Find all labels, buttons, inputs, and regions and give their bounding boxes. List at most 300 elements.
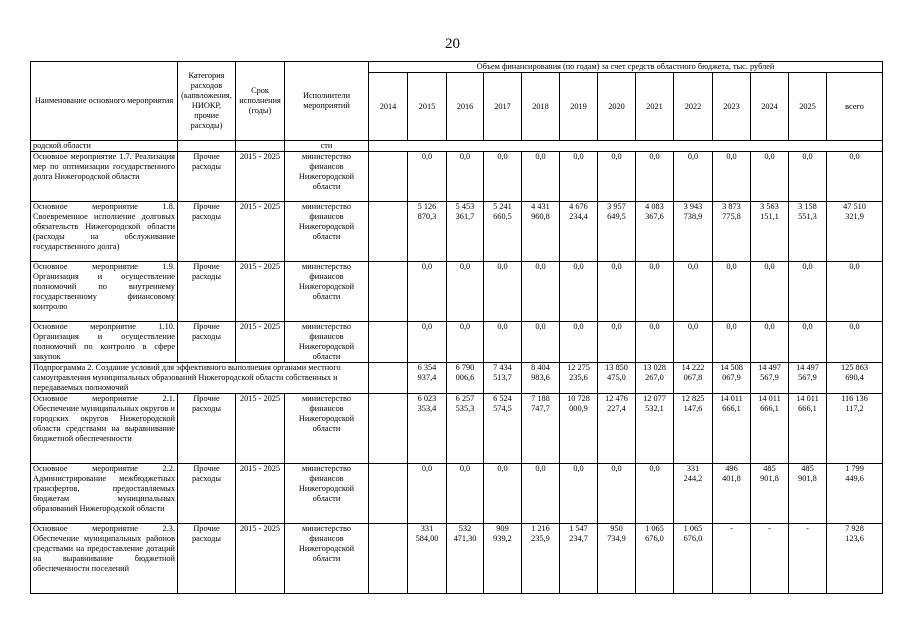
value-line-2: 567,9 bbox=[760, 373, 779, 382]
value-cell bbox=[560, 524, 598, 594]
value-cell bbox=[713, 202, 751, 262]
value-line-1: - bbox=[768, 524, 771, 533]
value-line-1: 0,0 bbox=[459, 322, 471, 331]
value-line-1: 0,0 bbox=[535, 322, 546, 331]
value-cell bbox=[560, 152, 598, 202]
measure-name: Основное мероприятие 1.8. Своевременное исполнение долговых обязательств Нижегородской области (расходы на обслуживание государственного долга) bbox=[31, 202, 178, 262]
value-cell bbox=[484, 322, 522, 363]
value-cell bbox=[636, 363, 674, 394]
header-row-top bbox=[31, 62, 883, 73]
measure-row bbox=[31, 152, 883, 202]
value-cell bbox=[369, 322, 408, 363]
value-line-1: 0,0 bbox=[802, 322, 813, 331]
value-cell bbox=[484, 262, 522, 322]
value-line-1: 0,0 bbox=[573, 152, 584, 161]
value-cell bbox=[789, 262, 827, 322]
value-cell bbox=[560, 394, 598, 464]
value-line-1: 0,0 bbox=[849, 262, 860, 271]
measure-term: 2015 - 2025 bbox=[236, 152, 285, 202]
value-cell bbox=[484, 524, 522, 594]
measure-row bbox=[31, 394, 883, 464]
measure-executor: министерство финансов Нижегородской области bbox=[285, 152, 369, 202]
value-line-2: 361,7 bbox=[455, 212, 475, 221]
value-line-1: 0,0 bbox=[459, 464, 471, 473]
value-line-1: 0,0 bbox=[535, 152, 546, 161]
measure-term: 2015 - 2025 bbox=[236, 464, 285, 524]
value-line-1: 0,0 bbox=[726, 262, 737, 271]
measure-term: 2015 - 2025 bbox=[236, 262, 285, 322]
value-cell bbox=[674, 363, 713, 394]
value-line-1: 331 bbox=[420, 524, 434, 533]
value-line-2: 666,1 bbox=[722, 404, 741, 413]
value-cell bbox=[827, 394, 883, 464]
value-cell bbox=[560, 464, 598, 524]
value-line-2: 901,8 bbox=[760, 474, 779, 483]
value-line-1: 0,0 bbox=[573, 322, 584, 331]
value-line-2: 939,2 bbox=[493, 534, 512, 543]
header-year: 2019 bbox=[560, 73, 598, 141]
value-cell bbox=[789, 464, 827, 524]
measure-name: Основное мероприятие 1.9. Организация и осуществление полномочий по внутреннему государственному финансовому контролю bbox=[31, 262, 178, 322]
value-line-1: 0,0 bbox=[687, 322, 699, 331]
value-line-2: 117,2 bbox=[845, 404, 864, 413]
value-cell bbox=[598, 464, 636, 524]
value-line-1: 14 222 bbox=[681, 363, 705, 372]
measure-category: Прочие расходы bbox=[178, 152, 236, 202]
value-line-1: 331 bbox=[686, 464, 700, 473]
value-line-2: 147,6 bbox=[683, 404, 703, 413]
value-cell bbox=[751, 202, 789, 262]
value-line-1: 0,0 bbox=[764, 262, 775, 271]
value-cell bbox=[447, 322, 484, 363]
value-line-1: 4 431 bbox=[531, 202, 550, 211]
value-line-1: 0,0 bbox=[611, 152, 622, 161]
value-cell bbox=[713, 152, 751, 202]
value-line-1: 6 524 bbox=[493, 394, 512, 403]
value-cell bbox=[827, 262, 883, 322]
value-cell bbox=[636, 524, 674, 594]
value-cell bbox=[447, 464, 484, 524]
value-line-2: 532,1 bbox=[645, 404, 664, 413]
carry-executor: сти bbox=[285, 141, 369, 152]
value-cell bbox=[636, 202, 674, 262]
value-line-2: 401,8 bbox=[722, 474, 741, 483]
value-line-1: 0,0 bbox=[802, 152, 813, 161]
value-cell bbox=[408, 152, 447, 202]
value-line-1: 3 957 bbox=[607, 202, 626, 211]
measure-row bbox=[31, 524, 883, 594]
value-line-1: 1 216 bbox=[531, 524, 550, 533]
header-year: 2016 bbox=[447, 73, 484, 141]
value-line-1: 12 825 bbox=[681, 394, 705, 403]
value-cell bbox=[560, 202, 598, 262]
value-cell bbox=[674, 524, 713, 594]
value-cell bbox=[369, 202, 408, 262]
value-line-1: - bbox=[730, 524, 733, 533]
value-line-1: 3 873 bbox=[722, 202, 741, 211]
value-line-1: 0,0 bbox=[497, 152, 508, 161]
value-line-1: 12 476 bbox=[605, 394, 628, 403]
value-line-2: 471,30 bbox=[453, 534, 477, 543]
value-cell bbox=[598, 322, 636, 363]
value-cell bbox=[408, 363, 447, 394]
value-line-2: 690,4 bbox=[845, 373, 864, 382]
value-cell bbox=[674, 464, 713, 524]
value-cell bbox=[674, 262, 713, 322]
value-line-2: 067,9 bbox=[722, 373, 741, 382]
value-line-1: 485 bbox=[763, 464, 776, 473]
value-line-1: 14 508 bbox=[720, 363, 743, 372]
value-cell bbox=[447, 394, 484, 464]
carry-values bbox=[369, 141, 883, 152]
value-cell bbox=[751, 262, 789, 322]
measure-name: Основное мероприятие 2.2. Администрирование межбюджетных трансфертов, предоставляемых бюджетам муниципальных образований Нижегородской области bbox=[31, 464, 178, 524]
carry-name: родской области bbox=[31, 141, 178, 152]
value-line-1: 6 023 bbox=[417, 394, 437, 403]
measure-category: Прочие расходы bbox=[178, 464, 236, 524]
value-cell bbox=[598, 152, 636, 202]
header-name: Наименование основного мероприятия bbox=[31, 62, 178, 141]
value-cell bbox=[522, 152, 560, 202]
value-line-2: 353,4 bbox=[417, 404, 437, 413]
value-line-1: 0,0 bbox=[649, 464, 660, 473]
value-cell bbox=[484, 202, 522, 262]
value-cell bbox=[713, 464, 751, 524]
value-line-1: 950 bbox=[610, 524, 623, 533]
value-line-1: 14 497 bbox=[758, 363, 781, 372]
value-line-2: 151,1 bbox=[760, 212, 779, 221]
value-line-2: 513,7 bbox=[493, 373, 512, 382]
value-cell bbox=[408, 322, 447, 363]
value-cell bbox=[636, 152, 674, 202]
measure-term: 2015 - 2025 bbox=[236, 394, 285, 464]
value-line-1: 4 676 bbox=[569, 202, 588, 211]
value-cell bbox=[789, 202, 827, 262]
header-year: 2022 bbox=[674, 73, 713, 141]
value-cell bbox=[447, 262, 484, 322]
value-cell bbox=[369, 262, 408, 322]
value-cell bbox=[674, 322, 713, 363]
value-line-1: 5 241 bbox=[493, 202, 512, 211]
measure-name: Основное мероприятие 2.1. Обеспечение муниципальных округов и городских округов Нижегородской области средствами на выравнивание бюджетной обеспеченности bbox=[31, 394, 178, 464]
value-line-1: 12 275 bbox=[567, 363, 590, 372]
value-cell bbox=[827, 464, 883, 524]
value-cell bbox=[674, 202, 713, 262]
value-line-2: 321,9 bbox=[845, 212, 864, 221]
value-line-1: 909 bbox=[496, 524, 509, 533]
value-line-1: 0,0 bbox=[421, 262, 433, 271]
value-line-1: 0,0 bbox=[687, 152, 699, 161]
value-cell bbox=[751, 464, 789, 524]
value-line-1: 496 bbox=[725, 464, 738, 473]
budget-table bbox=[30, 61, 883, 594]
value-line-2: 870,3 bbox=[417, 212, 437, 221]
value-cell bbox=[827, 363, 883, 394]
value-line-1: 125 863 bbox=[841, 363, 868, 372]
value-line-2: 960,8 bbox=[531, 212, 550, 221]
value-cell bbox=[522, 464, 560, 524]
value-cell bbox=[522, 394, 560, 464]
value-line-1: 0,0 bbox=[535, 262, 546, 271]
value-cell bbox=[484, 394, 522, 464]
value-line-2: 006,6 bbox=[455, 373, 475, 382]
header-year: 2021 bbox=[636, 73, 674, 141]
value-cell bbox=[522, 202, 560, 262]
value-cell bbox=[369, 464, 408, 524]
value-line-2: 734,9 bbox=[607, 534, 626, 543]
value-line-1: 0,0 bbox=[649, 322, 660, 331]
value-line-1: 1 547 bbox=[569, 524, 588, 533]
value-line-2: 676,0 bbox=[683, 534, 703, 543]
header-executor: Исполнители мероприятий bbox=[285, 62, 369, 141]
measure-row bbox=[31, 202, 883, 262]
value-line-1: 3 158 bbox=[798, 202, 817, 211]
value-line-1: 0,0 bbox=[849, 322, 860, 331]
page-number: 20 bbox=[445, 36, 460, 52]
header-year: 2025 bbox=[789, 73, 827, 141]
measure-term: 2015 - 2025 bbox=[236, 322, 285, 363]
value-cell bbox=[560, 322, 598, 363]
value-line-2: 676,0 bbox=[645, 534, 664, 543]
measure-category: Прочие расходы bbox=[178, 394, 236, 464]
value-line-1: 0,0 bbox=[573, 262, 584, 271]
value-line-1: 0,0 bbox=[764, 322, 775, 331]
value-line-1: 0,0 bbox=[802, 262, 813, 271]
measure-name: Основное мероприятие 2.3. Обеспечение муниципальных районов средствами на предоставление дотаций на выравнивание бюджетной обеспеченности поселений bbox=[31, 524, 178, 594]
value-cell bbox=[636, 394, 674, 464]
measure-term: 2015 - 2025 bbox=[236, 202, 285, 262]
value-line-2: 244,2 bbox=[683, 474, 703, 483]
value-line-1: 0,0 bbox=[459, 262, 471, 271]
measure-row bbox=[31, 322, 883, 363]
value-line-1: 0,0 bbox=[421, 322, 433, 331]
value-cell bbox=[522, 322, 560, 363]
value-line-1: 3 563 bbox=[760, 202, 779, 211]
value-line-1: 5 126 bbox=[417, 202, 437, 211]
value-line-1: 1 799 bbox=[845, 464, 864, 473]
value-cell bbox=[369, 363, 408, 394]
value-line-1: 0,0 bbox=[497, 262, 508, 271]
value-line-2: 551,3 bbox=[798, 212, 817, 221]
value-line-2: 738,9 bbox=[683, 212, 703, 221]
value-line-1: 14 011 bbox=[720, 394, 743, 403]
value-line-2: 123,6 bbox=[845, 534, 864, 543]
value-line-1: 0,0 bbox=[611, 322, 622, 331]
header-year: 2024 bbox=[751, 73, 789, 141]
carry-category bbox=[178, 141, 236, 152]
value-cell bbox=[484, 464, 522, 524]
value-cell bbox=[827, 322, 883, 363]
value-cell bbox=[369, 152, 408, 202]
value-line-1: 7 928 bbox=[845, 524, 864, 533]
value-line-1: 1 065 bbox=[683, 524, 703, 533]
value-line-1: 14 011 bbox=[758, 394, 781, 403]
value-line-1: 14 011 bbox=[796, 394, 819, 403]
value-line-1: 1 065 bbox=[645, 524, 664, 533]
value-cell bbox=[369, 524, 408, 594]
measure-executor: министерство финансов Нижегородской области bbox=[285, 202, 369, 262]
value-line-2: 234,7 bbox=[569, 534, 588, 543]
header-year: всего bbox=[827, 73, 883, 141]
value-line-1: 4 083 bbox=[645, 202, 664, 211]
value-cell bbox=[674, 394, 713, 464]
value-cell bbox=[636, 464, 674, 524]
value-line-2: 666,1 bbox=[798, 404, 817, 413]
value-cell bbox=[713, 322, 751, 363]
value-cell bbox=[598, 524, 636, 594]
value-line-1: 0,0 bbox=[421, 152, 433, 161]
measure-executor: министерство финансов Нижегородской области bbox=[285, 394, 369, 464]
value-cell bbox=[560, 363, 598, 394]
measure-category: Прочие расходы bbox=[178, 262, 236, 322]
value-line-2: 235,9 bbox=[531, 534, 550, 543]
value-line-1: 47 510 bbox=[843, 202, 866, 211]
value-line-1: 6 257 bbox=[455, 394, 475, 403]
value-cell bbox=[789, 322, 827, 363]
value-line-1: 0,0 bbox=[611, 464, 622, 473]
value-line-1: 10 728 bbox=[567, 394, 590, 403]
value-cell bbox=[674, 152, 713, 202]
value-cell bbox=[827, 524, 883, 594]
value-line-1: 0,0 bbox=[497, 464, 508, 473]
value-line-1: 13 850 bbox=[605, 363, 628, 372]
value-cell bbox=[713, 394, 751, 464]
header-year: 2014 bbox=[369, 73, 408, 141]
value-line-1: 0,0 bbox=[726, 322, 737, 331]
value-line-1: 6 354 bbox=[417, 363, 437, 372]
value-line-1: 116 136 bbox=[841, 394, 868, 403]
measure-term: 2015 - 2025 bbox=[236, 524, 285, 594]
value-cell bbox=[447, 202, 484, 262]
value-line-2: 983,6 bbox=[531, 373, 550, 382]
measure-executor: министерство финансов Нижегородской области bbox=[285, 262, 369, 322]
value-line-2: 901,8 bbox=[798, 474, 817, 483]
value-line-2: 475,0 bbox=[607, 373, 626, 382]
value-cell bbox=[827, 202, 883, 262]
measure-name: Основное мероприятие 1.7. Реализация мер по оптимизации государственного долга Нижегородской области bbox=[31, 152, 178, 202]
value-cell bbox=[447, 524, 484, 594]
value-line-2: 937,4 bbox=[417, 373, 437, 382]
value-line-2: 367,6 bbox=[645, 212, 664, 221]
value-cell bbox=[447, 363, 484, 394]
value-line-1: 0,0 bbox=[573, 464, 584, 473]
value-cell bbox=[598, 394, 636, 464]
value-line-1: 5 453 bbox=[455, 202, 475, 211]
value-cell bbox=[522, 363, 560, 394]
value-line-2: 584,00 bbox=[415, 534, 439, 543]
carry-row bbox=[31, 141, 883, 152]
measure-row bbox=[31, 464, 883, 524]
value-cell bbox=[789, 524, 827, 594]
value-line-2: 775,8 bbox=[722, 212, 741, 221]
subprogram-name: Подпрограмма 2. Создание условий для эффективного выполнения органами местного самоуправления муниципальных образований Нижегородской области собственных и передаваемых полномочий bbox=[31, 363, 369, 394]
value-line-1: 0,0 bbox=[649, 262, 660, 271]
value-line-2: 747,7 bbox=[531, 404, 550, 413]
value-cell bbox=[447, 152, 484, 202]
value-line-1: 0,0 bbox=[611, 262, 622, 271]
value-cell bbox=[484, 363, 522, 394]
value-line-2: 666,1 bbox=[760, 404, 779, 413]
value-line-1: 7 434 bbox=[493, 363, 512, 372]
value-line-1: 0,0 bbox=[764, 152, 775, 161]
value-cell bbox=[522, 524, 560, 594]
value-cell bbox=[408, 394, 447, 464]
value-line-1: 6 790 bbox=[455, 363, 475, 372]
value-cell bbox=[369, 394, 408, 464]
value-line-1: - bbox=[806, 524, 809, 533]
value-line-2: 227,4 bbox=[607, 404, 626, 413]
value-cell bbox=[713, 363, 751, 394]
value-cell bbox=[484, 152, 522, 202]
header-year: 2015 bbox=[408, 73, 447, 141]
value-cell bbox=[713, 524, 751, 594]
value-line-1: 0,0 bbox=[649, 152, 660, 161]
value-line-2: 449,6 bbox=[845, 474, 864, 483]
value-line-2: 267,0 bbox=[645, 373, 664, 382]
value-cell bbox=[751, 394, 789, 464]
value-cell bbox=[751, 322, 789, 363]
value-cell bbox=[789, 394, 827, 464]
measure-name: Основное мероприятие 1.10. Организация и осуществление полномочий по контролю в сфере закупок bbox=[31, 322, 178, 363]
value-line-1: 14 497 bbox=[796, 363, 819, 372]
value-cell bbox=[636, 322, 674, 363]
measure-category: Прочие расходы bbox=[178, 202, 236, 262]
value-line-2: 660,5 bbox=[493, 212, 512, 221]
value-line-1: 0,0 bbox=[687, 262, 699, 271]
measure-category: Прочие расходы bbox=[178, 524, 236, 594]
value-cell bbox=[789, 363, 827, 394]
value-cell bbox=[598, 262, 636, 322]
value-line-1: 8 404 bbox=[531, 363, 550, 372]
value-line-2: 067,8 bbox=[683, 373, 703, 382]
header-category: Категория расходов (капвложения, НИОКР, прочие расходы) bbox=[178, 62, 236, 141]
value-cell bbox=[751, 363, 789, 394]
value-line-1: 0,0 bbox=[849, 152, 860, 161]
value-line-2: 000,9 bbox=[569, 404, 588, 413]
header-funding: Объем финансирования (по годам) за счет средств областного бюджета, тыс. рублей bbox=[369, 62, 883, 73]
value-line-2: 574,5 bbox=[493, 404, 512, 413]
value-line-1: 12 077 bbox=[643, 394, 666, 403]
header-year: 2023 bbox=[713, 73, 751, 141]
value-cell bbox=[827, 152, 883, 202]
value-cell bbox=[789, 152, 827, 202]
value-line-1: 0,0 bbox=[497, 322, 508, 331]
value-cell bbox=[522, 262, 560, 322]
header-year: 2017 bbox=[484, 73, 522, 141]
value-cell bbox=[560, 262, 598, 322]
measure-executor: министерство финансов Нижегородской области bbox=[285, 464, 369, 524]
value-cell bbox=[408, 202, 447, 262]
value-line-2: 235,6 bbox=[569, 373, 588, 382]
value-line-2: 567,9 bbox=[798, 373, 817, 382]
value-cell bbox=[408, 262, 447, 322]
measure-row bbox=[31, 262, 883, 322]
value-line-1: 0,0 bbox=[421, 464, 433, 473]
value-line-1: 485 bbox=[801, 464, 814, 473]
measure-executor: министерство финансов Нижегородской области bbox=[285, 524, 369, 594]
value-cell bbox=[598, 363, 636, 394]
value-line-2: 649,5 bbox=[607, 212, 626, 221]
value-line-1: 3 943 bbox=[683, 202, 703, 211]
value-line-1: 13 028 bbox=[643, 363, 666, 372]
value-line-1: 7 188 bbox=[531, 394, 550, 403]
header-term: Срок исполнения (годы) bbox=[236, 62, 285, 141]
value-line-1: 532 bbox=[458, 524, 472, 533]
value-cell bbox=[636, 262, 674, 322]
value-cell bbox=[408, 524, 447, 594]
carry-term bbox=[236, 141, 285, 152]
value-cell bbox=[598, 202, 636, 262]
